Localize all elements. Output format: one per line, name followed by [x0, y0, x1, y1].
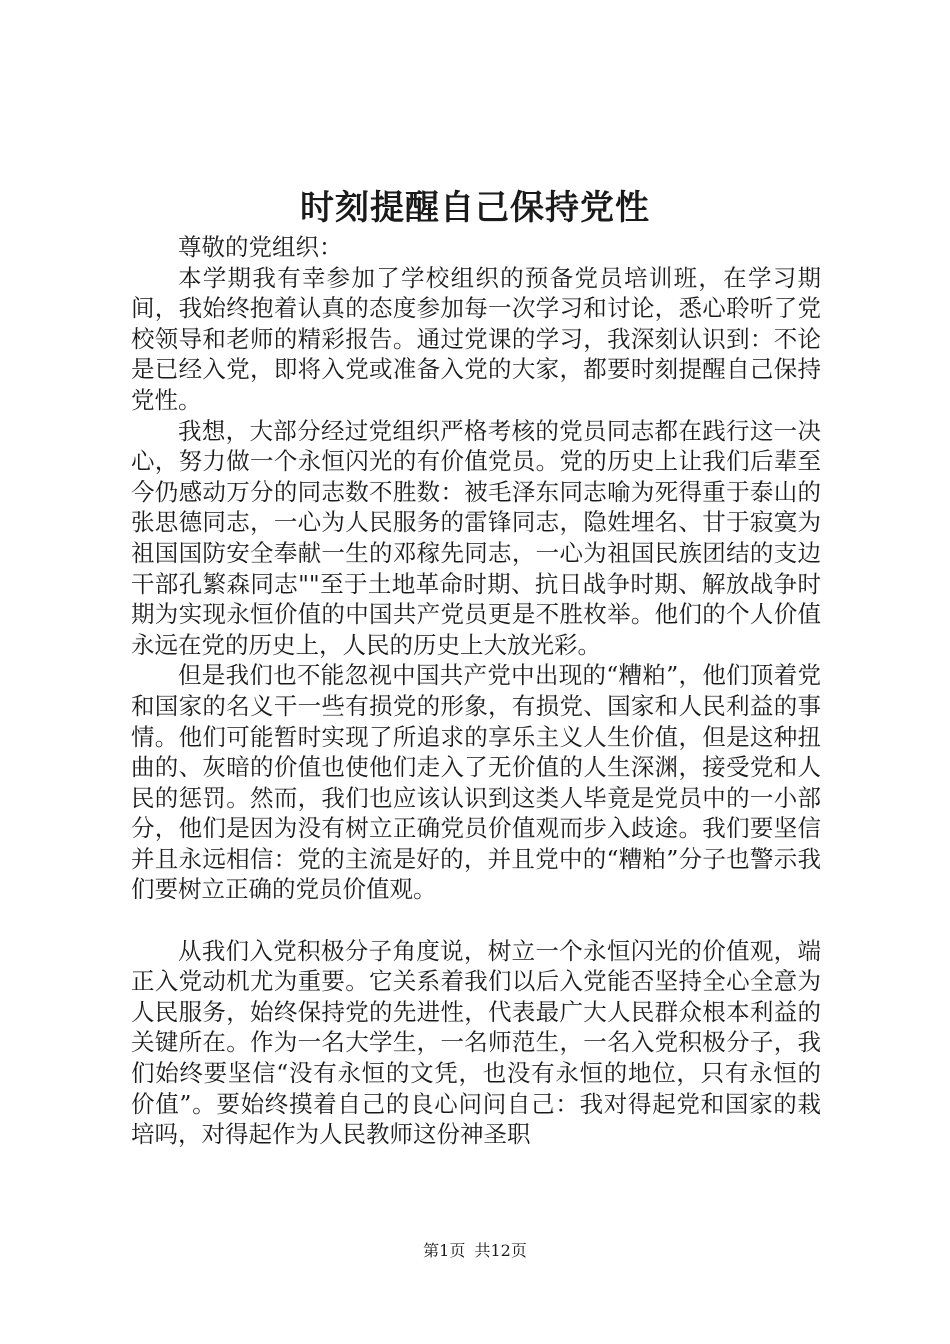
paragraph-3: 但是我们也不能忽视中国共产党中出现的“糟粕”，他们顶着党和国家的名义干一些有损党的形象，有损党、国家和人民利益的事情。他们可能暂时实现了所追求的享乐主义人生价值，但是这种扭曲的、灰暗的价值也使他们走入了无价值的人生深渊，接受党和人民的惩罚。然而，我们也应该认识到这类人毕竟是党员中的一小部分，他们是因为没有树立正确党员价值观而步入歧途。我们要坚信并且永远相信：党的主流是好的，并且党中的“糟粕”分子也警示我们要树立正确的党员价值观。: [131, 661, 821, 904]
document-title: 时刻提醒自己保持党性: [300, 188, 650, 228]
salutation: 尊敬的党组织：: [178, 233, 343, 261]
document-body: [131, 232, 821, 1150]
paragraph-4: 从我们入党积极分子角度说，树立一个永恒闪光的价值观，端正入党动机尤为重要。它关系着我们以后入党能否坚持全心全意为人民服务，始终保持党的先进性，代表最广大人民群众根本利益的关键所在。作为一名大学生，一名师范生，一名入党积极分子，我们始终要坚信“没有永恒的文凭，也没有永恒的地位，只有永恒的价值”。要始终摸着自己的良心问问自己：我对得起党和国家的栽培吗，对得起作为人民教师这份神圣职: [131, 936, 821, 1149]
page-number: 第1页: [423, 1241, 466, 1260]
page-footer: [0, 1240, 950, 1262]
paragraph-2: 我想，大部分经过党组织严格考核的党员同志都在践行这一决心，努力做一个永恒闪光的有价值党员。党的历史上让我们后辈至今仍感动万分的同志数不胜数：被毛泽东同志喻为死得重于泰山的张思德同志，一心为人民服务的雷锋同志，隐姓埋名、甘于寂寞为祖国国防安全奉献一生的邓稼先同志，一心为祖国民族团结的支边干部孔繁森同志""至于土地革命时期、抗日战争时期、解放战争时期为实现永恒价值的中国共产党员更是不胜枚举。他们的个人价值永远在党的历史上，人民的历史上大放光彩。: [131, 416, 821, 659]
paragraph-1: 本学期我有幸参加了学校组织的预备党员培训班，在学习期间，我始终抱着认真的态度参加每一次学习和讨论，悉心聆听了党校领导和老师的精彩报告。通过党课的学习，我深刻认识到：不论是已经入党，即将入党或准备入党的大家，都要时刻提醒自己保持党性。: [131, 263, 821, 414]
page-total: 共12页: [474, 1241, 527, 1260]
